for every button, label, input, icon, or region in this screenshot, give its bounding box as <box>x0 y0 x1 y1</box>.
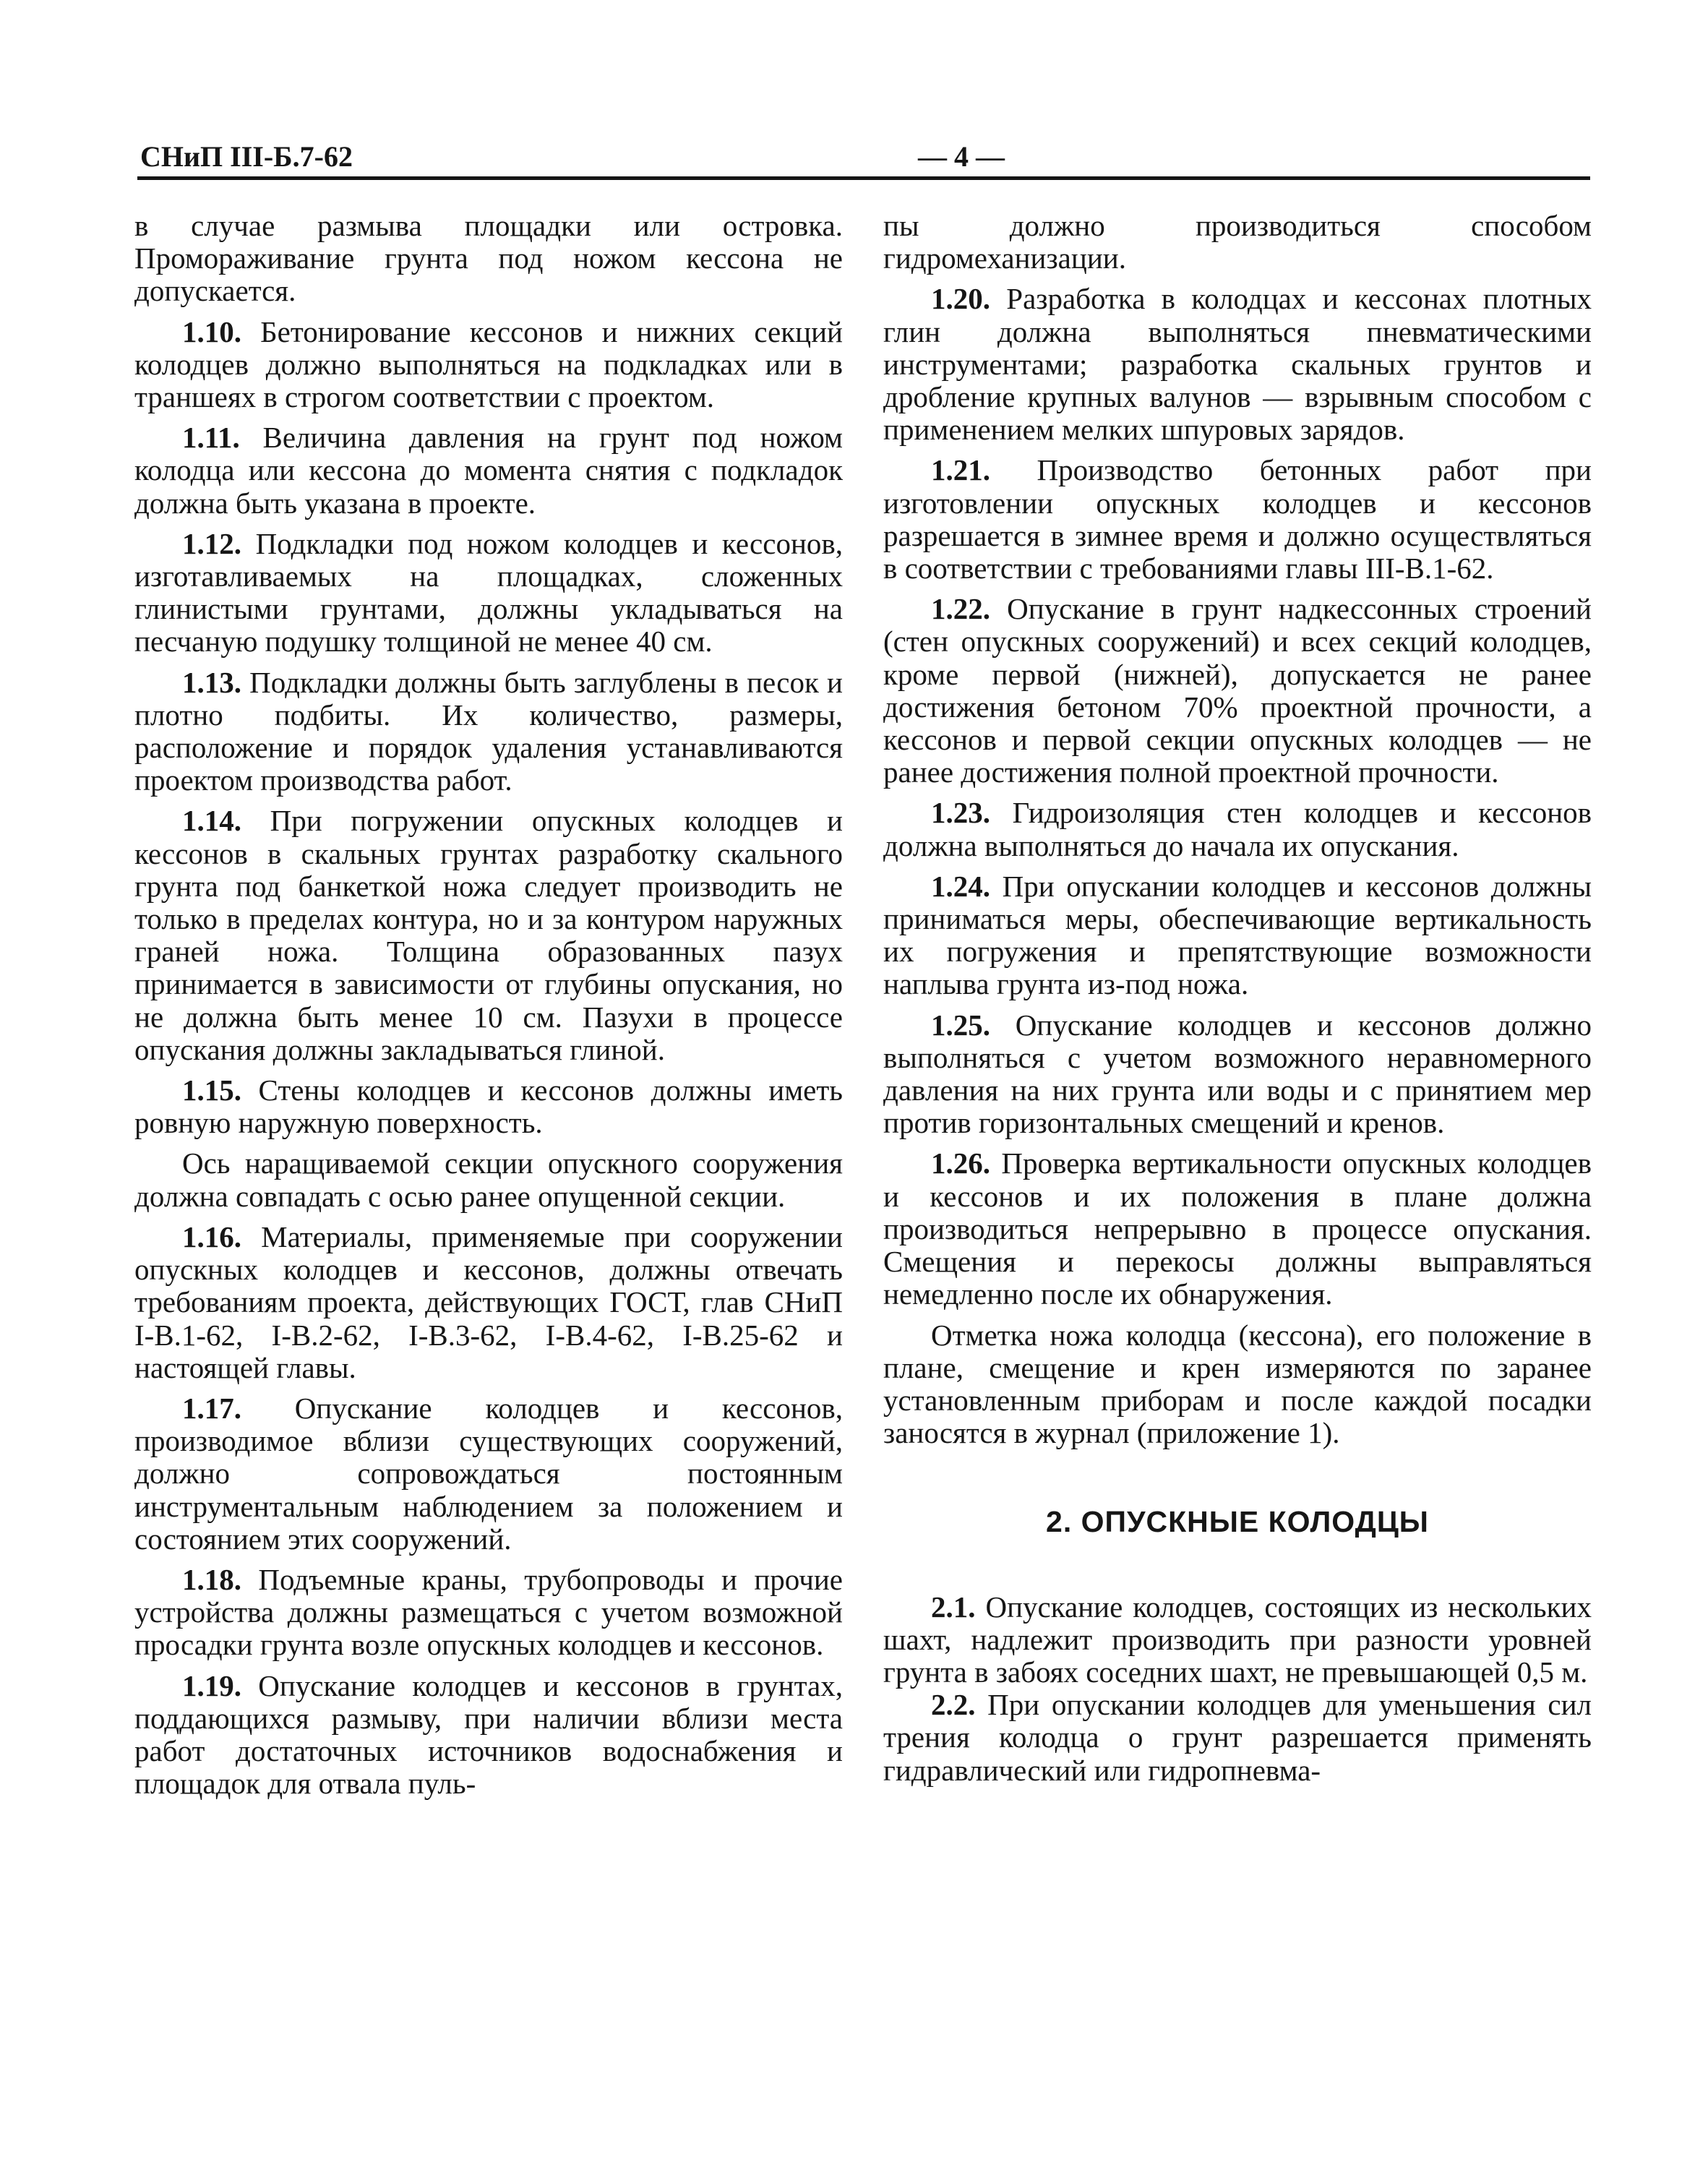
header-divider <box>137 176 1590 180</box>
paragraph-1-16: 1.16. Материалы, применяемые при сооружении опускных колодцев и кессонов, должны отвечать требованиям проекта, действующих ГОСТ, глав СНиП I-В.1-62, I-В.2-62, I-В.3-62, I-В.4-62, I-В.25-62 и настоящей главы. <box>134 1219 843 1384</box>
paragraph-1-18: 1.18. Подъемные краны, трубопроводы и прочие устройства должны размещаться с учетом возможной просадки грунта возле опускных колодцев и кессонов. <box>134 1562 843 1662</box>
document-code: СНиП III-Б.7-62 <box>140 140 353 173</box>
paragraph-1-15: 1.15. Стены колодцев и кессонов должны иметь ровную наружную поверхность. <box>134 1073 843 1140</box>
paragraph-knife-mark: Отметка ножа колодца (кессона), его положение в плане, смещение и крен измеряются по заранее установленным приборам и после каждой посадки заносятся в журнал (приложение 1). <box>883 1318 1592 1450</box>
paragraph-continuation: пы должно производиться способом гидромеханизации. <box>883 209 1592 275</box>
paragraph-continuation: в случае размыва площадки или островка. Промораживание грунта под ножом кессона не допускается. <box>134 209 843 308</box>
paragraph-1-23: 1.23. Гидроизоляция стен колодцев и кессонов должна выполняться до начала их опускания. <box>883 796 1592 862</box>
paragraph-1-12: 1.12. Подкладки под ножом колодцев и кессонов, изготавливаемых на площадках, сложенных глинистыми грунтами, должны укладываться на песчаную подушку толщиной не менее 40 см. <box>134 526 843 659</box>
paragraph-1-20: 1.20. Разработка в колодцах и кессонах плотных глин должна выполняться пневматическими инструментами; разработка скальных грунтов и дробление крупных валунов — взрывным способом с применением мелких шпуровых зарядов. <box>883 282 1592 447</box>
paragraph-1-21: 1.21. Производство бетонных работ при изготовлении опускных колодцев и кессонов разрешается в зимнее время и должно осуществляться в соответствии с требованиями главы III-В.1-62. <box>883 453 1592 586</box>
left-column <box>134 210 843 1800</box>
section-heading: 2. ОПУСКНЫЕ КОЛОДЦЫ <box>1046 1505 1429 1539</box>
paragraph-2-1: 2.1. Опускание колодцев, состоящих из нескольких шахт, надлежит производить при разности уровней грунта в забоях соседних шахт, не превышающей 0,5 м. <box>883 1590 1592 1689</box>
paragraph-1-22: 1.22. Опускание в грунт надкессонных строений (стен опускных сооружений) и всех секций колодцев, кроме первой (нижней), допускается не ранее достижения бетоном 70% проектной прочности, а кессонов и первой секции опускных колодцев — не ранее достижения полной проектной прочности. <box>883 592 1592 789</box>
right-column <box>883 210 1592 1787</box>
page-number: — 4 — <box>918 140 1005 173</box>
paragraph-1-13: 1.13. Подкладки должны быть заглублены в песок и плотно подбиты. Их количество, размеры, расположение и порядок удаления устанавливаются проектом производства работ. <box>134 665 843 797</box>
page-header <box>137 137 1590 176</box>
paragraph-1-26: 1.26. Проверка вертикальности опускных колодцев и кессонов и их положения в плане должна производиться непрерывно в процессе опускания. Смещения и перекосы должны выправляться немедленно после их обнаружения. <box>883 1146 1592 1311</box>
paragraph-1-14: 1.14. При погружении опускных колодцев и кессонов в скальных грунтах разработку скального грунта под банкеткой ножа следует производить не только в пределах контура, но и за контуром наружных граней ножа. Толщина образованных пазух принимается в зависимости от глубины опускания, но не должна быть менее 10 см. Пазухи в процессе опускания должны закладываться глиной. <box>134 804 843 1066</box>
paragraph-1-10: 1.10. Бетонирование кессонов и нижних секций колодцев должно выполняться на подкладках или в траншеях в строгом соответствии с проектом. <box>134 314 843 414</box>
paragraph-1-24: 1.24. При опускании колодцев и кессонов должны приниматься меры, обеспечивающие вертикальность их погружения и препятствующие возможности наплыва грунта из-под ножа. <box>883 869 1592 1001</box>
paragraph-axis-note: Ось наращиваемой секции опускного сооружения должна совпадать с осью ранее опущенной секции. <box>134 1146 843 1213</box>
paragraph-1-11: 1.11. Величина давления на грунт под ножом колодца или кессона до момента снятия с подкладок должна быть указана в проекте. <box>134 421 843 520</box>
paragraph-1-19: 1.19. Опускание колодцев и кессонов в грунтах, поддающихся размыву, при наличии вблизи места работ достаточных источников водоснабжения и площадок для отвала пуль- <box>134 1668 843 1801</box>
paragraph-1-17: 1.17. Опускание колодцев и кессонов, производимое вблизи существующих сооружений, должно сопровождаться постоянным инструментальным наблюдением за положением и состоянием этих сооружений. <box>134 1391 843 1556</box>
paragraph-2-2: 2.2. При опускании колодцев для уменьшения сил трения колодца о грунт разрешается применять гидравлический или гидропневма- <box>883 1688 1592 1787</box>
paragraph-1-25: 1.25. Опускание колодцев и кессонов должно выполняться с учетом возможного неравномерного давления на них грунта или воды и с принятием мер против горизонтальных смещений и кренов. <box>883 1008 1592 1140</box>
